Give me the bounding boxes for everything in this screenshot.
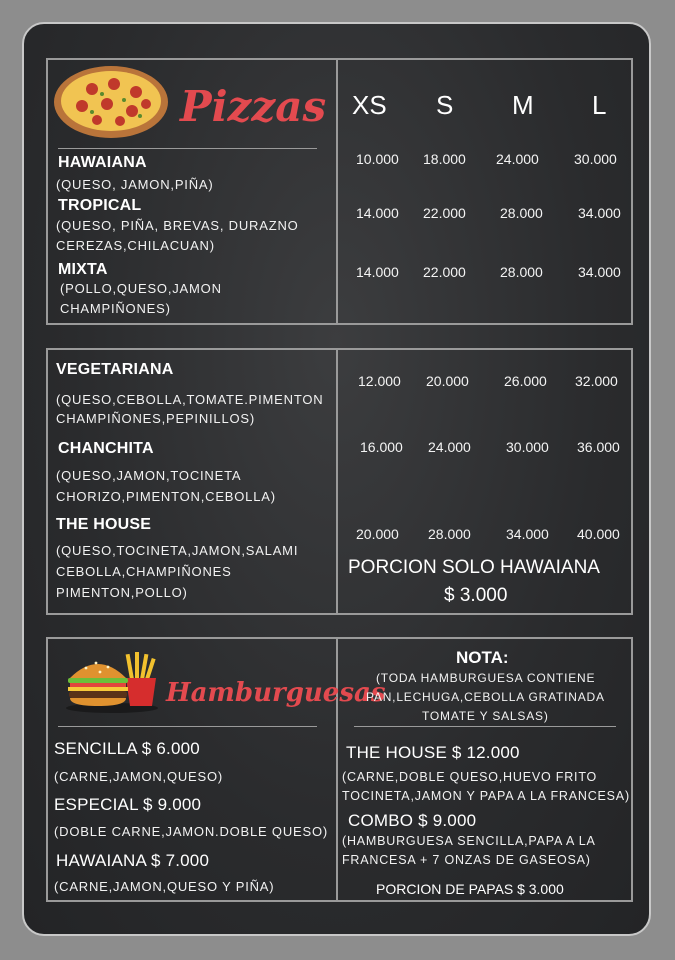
pizza-desc: (QUESO,CEBOLLA,TOMATE.PIMENTON <box>56 392 324 407</box>
divider <box>58 148 317 149</box>
note-line: PAN,LECHUGA,CEBOLLA GRATINADA <box>366 690 605 704</box>
price-m: 34.000 <box>506 526 549 542</box>
combo-name: COMBO $ 9.000 <box>348 811 477 830</box>
price-xs: 16.000 <box>360 439 403 455</box>
pizza-name: VEGETARIANA <box>56 361 174 378</box>
price-xs: 14.000 <box>356 205 399 221</box>
pizza-desc: (POLLO,QUESO,JAMON <box>60 281 222 296</box>
price-m: 28.000 <box>500 264 543 280</box>
price-xs: 20.000 <box>356 526 399 542</box>
price-m: 28.000 <box>500 205 543 221</box>
price-l: 36.000 <box>577 439 620 455</box>
note-title: NOTA: <box>456 648 509 667</box>
burger-name: SENCILLA $ 6.000 <box>54 739 200 758</box>
price-xs: 10.000 <box>356 151 399 167</box>
pizza-desc: PIMENTON,POLLO) <box>56 585 188 600</box>
pizza-name: THE HOUSE <box>56 516 152 533</box>
size-header-xs: XS <box>352 90 387 120</box>
portion-price: $ 3.000 <box>444 585 508 606</box>
burger-name: ESPECIAL $ 9.000 <box>54 795 202 814</box>
pizza-desc: (QUESO, JAMON,PIÑA) <box>56 177 214 192</box>
price-xs: 12.000 <box>358 373 401 389</box>
pizza-desc: (QUESO,JAMON,TOCINETA <box>56 468 242 483</box>
menu-board <box>22 22 651 936</box>
fries-portion: PORCION DE PAPAS $ 3.000 <box>376 881 564 897</box>
divider <box>58 726 317 727</box>
pizza-desc: CHAMPIÑONES,PEPINILLOS) <box>56 411 255 426</box>
pizza-desc: (QUESO,TOCINETA,JAMON,SALAMI <box>56 543 299 558</box>
burger-house-desc: TOCINETA,JAMON Y PAPA A LA FRANCESA) <box>342 789 630 803</box>
combo-desc: (HAMBURGUESA SENCILLA,PAPA A LA <box>342 834 596 848</box>
pizza-name: TROPICAL <box>58 197 142 214</box>
price-s: 22.000 <box>423 205 466 221</box>
pizza-name: MIXTA <box>58 261 108 278</box>
combo-desc: FRANCESA + 7 ONZAS DE GASEOSA) <box>342 853 591 867</box>
price-s: 20.000 <box>426 373 469 389</box>
price-s: 22.000 <box>423 264 466 280</box>
pizza-desc: CHORIZO,PIMENTON,CEBOLLA) <box>56 489 276 504</box>
price-l: 34.000 <box>578 205 621 221</box>
size-header-m: M <box>512 90 534 120</box>
pizza-icon <box>52 64 170 140</box>
size-header-l: L <box>592 90 607 120</box>
note-line: TOMATE Y SALSAS) <box>422 709 549 723</box>
burger-name: HAWAIANA $ 7.000 <box>56 851 210 870</box>
pizza-desc: CEREZAS,CHILACUAN) <box>56 238 215 253</box>
burger-desc: (DOBLE CARNE,JAMON.DOBLE QUESO) <box>54 824 329 839</box>
price-l: 32.000 <box>575 373 618 389</box>
price-m: 24.000 <box>496 151 539 167</box>
price-s: 28.000 <box>428 526 471 542</box>
price-m: 26.000 <box>504 373 547 389</box>
divider <box>336 60 338 323</box>
burger-desc: (CARNE,JAMON,QUESO) <box>54 769 224 784</box>
burger-house-name: THE HOUSE $ 12.000 <box>346 743 520 762</box>
price-l: 40.000 <box>577 526 620 542</box>
pizza-desc: CHAMPIÑONES) <box>60 301 171 316</box>
pizza-desc: CEBOLLA,CHAMPIÑONES <box>56 564 232 579</box>
price-l: 34.000 <box>578 264 621 280</box>
size-header-s: S <box>436 90 454 120</box>
pizzas-heading: Pizzas <box>180 82 327 131</box>
price-s: 24.000 <box>428 439 471 455</box>
pizza-name: CHANCHITA <box>58 440 154 457</box>
note-line: (TODA HAMBURGUESA CONTIENE <box>376 671 596 685</box>
portion-label: PORCION SOLO HAWAIANA <box>348 557 600 578</box>
price-xs: 14.000 <box>356 264 399 280</box>
pizza-desc: (QUESO, PIÑA, BREVAS, DURAZNO <box>56 218 299 233</box>
divider <box>336 350 338 613</box>
price-s: 18.000 <box>423 151 466 167</box>
pizza-name: HAWAIANA <box>58 154 147 171</box>
price-l: 30.000 <box>574 151 617 167</box>
price-m: 30.000 <box>506 439 549 455</box>
burger-house-desc: (CARNE,DOBLE QUESO,HUEVO FRITO <box>342 770 598 784</box>
burger-desc: (CARNE,JAMON,QUESO Y PIÑA) <box>54 879 275 894</box>
burgers-heading: Hamburguesas <box>166 678 386 708</box>
burger-fries-icon <box>64 648 164 714</box>
divider <box>354 726 616 727</box>
